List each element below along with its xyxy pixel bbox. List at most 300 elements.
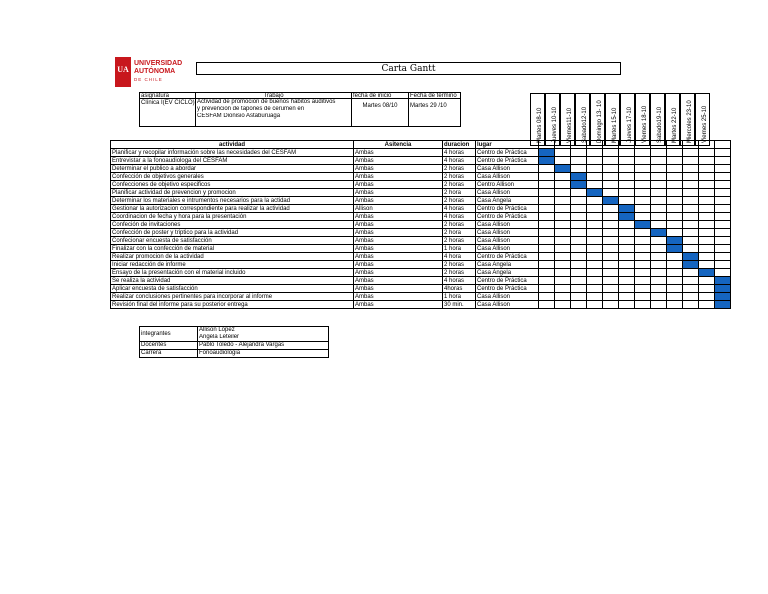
gantt-empty-cell <box>603 269 619 277</box>
table-row <box>111 205 731 213</box>
cell-asistencia: Ambas <box>354 261 443 269</box>
gantt-empty-cell <box>555 157 571 165</box>
trabajo-value-cell <box>196 99 352 127</box>
gantt-empty-cell <box>619 165 635 173</box>
gantt-empty-cell <box>539 277 555 285</box>
table-row <box>111 293 731 301</box>
gantt-empty-cell <box>571 165 587 173</box>
gantt-empty-cell <box>635 293 651 301</box>
table-row <box>111 157 731 165</box>
date-label: Jueves 17-10 <box>626 106 633 143</box>
date-label: Sabado12-10 <box>581 106 588 143</box>
gantt-empty-cell <box>667 173 683 181</box>
cell-duracion: 4 horas <box>443 277 476 285</box>
cell-asistencia: Ambas <box>354 213 443 221</box>
gantt-empty-cell <box>555 205 571 213</box>
gantt-empty-cell <box>683 197 699 205</box>
cell-actividad: Ensayo de la presentación con el material incluido <box>111 269 354 277</box>
gantt-empty-cell <box>571 261 587 269</box>
gantt-empty-cell <box>715 261 731 269</box>
date-header <box>530 93 545 146</box>
university-logo-mark <box>115 57 131 87</box>
university-line2: AUTÓNOMA <box>134 68 176 75</box>
day-header-cell <box>539 141 555 149</box>
gantt-empty-cell <box>555 229 571 237</box>
date-label: Miercoles 23-10 <box>686 100 693 143</box>
table-row <box>111 221 731 229</box>
docentes-value: Pablo Toledo - Alejandra Vargas <box>198 342 329 350</box>
gantt-empty-cell <box>635 165 651 173</box>
header-asistencia: Asitencia <box>354 141 443 149</box>
gantt-empty-cell <box>603 165 619 173</box>
gantt-empty-cell <box>571 197 587 205</box>
date-header <box>605 93 620 146</box>
cell-asistencia: Ambas <box>354 301 443 309</box>
integrantes-row <box>140 327 329 335</box>
cell-asistencia: Ambas <box>354 189 443 197</box>
logo-initials: UA <box>117 65 129 74</box>
gantt-empty-cell <box>683 157 699 165</box>
cell-asistencia: Ambas <box>354 269 443 277</box>
cell-duracion: 4 horas <box>443 157 476 165</box>
cell-actividad: Revisión final del informe para su posterior entrega <box>111 301 354 309</box>
cell-lugar: Centro de Práctica <box>476 157 539 165</box>
gantt-empty-cell <box>699 245 715 253</box>
gantt-empty-cell <box>667 277 683 285</box>
gantt-empty-cell <box>539 165 555 173</box>
gantt-empty-cell <box>699 197 715 205</box>
gantt-empty-cell <box>715 205 731 213</box>
gantt-empty-cell <box>667 301 683 309</box>
inicio-value: Martes 08/10 <box>362 103 398 109</box>
cell-asistencia: Ambas <box>354 181 443 189</box>
cell-duracion: 4horas <box>443 285 476 293</box>
table-row <box>111 213 731 221</box>
inicio-label: fecha de inicio <box>353 93 392 99</box>
gantt-empty-cell <box>571 237 587 245</box>
gantt-bar-cell <box>555 165 571 173</box>
gantt-empty-cell <box>619 157 635 165</box>
cell-actividad: Realizar conclusiones pertinentes para incorporar al informe <box>111 293 354 301</box>
table-row <box>111 285 731 293</box>
gantt-empty-cell <box>571 157 587 165</box>
cell-duracion: 4 hora <box>443 253 476 261</box>
gantt-empty-cell <box>539 261 555 269</box>
gantt-empty-cell <box>619 285 635 293</box>
gantt-empty-cell <box>539 293 555 301</box>
cell-duracion: 2 hora <box>443 189 476 197</box>
gantt-empty-cell <box>683 181 699 189</box>
gantt-empty-cell <box>619 173 635 181</box>
gantt-empty-cell <box>651 285 667 293</box>
gantt-empty-cell <box>715 165 731 173</box>
carrera-value: Fonoaudiologia <box>198 350 329 358</box>
cell-asistencia: Ambas <box>354 237 443 245</box>
gantt-empty-cell <box>683 269 699 277</box>
table-row <box>111 189 731 197</box>
gantt-empty-cell <box>555 213 571 221</box>
table-row <box>111 181 731 189</box>
gantt-empty-cell <box>587 221 603 229</box>
gantt-empty-cell <box>683 213 699 221</box>
gantt-empty-cell <box>571 149 587 157</box>
gantt-empty-cell <box>635 277 651 285</box>
day-header-cell <box>715 141 731 149</box>
gantt-empty-cell <box>603 157 619 165</box>
gantt-empty-cell <box>683 189 699 197</box>
gantt-empty-cell <box>571 301 587 309</box>
gantt-bar-cell <box>619 205 635 213</box>
cell-lugar: Centro de Práctica <box>476 285 539 293</box>
gantt-empty-cell <box>603 253 619 261</box>
gantt-empty-cell <box>651 205 667 213</box>
cell-actividad: Planificar y recopilar información sobre las necesidades del CESFAM <box>111 149 354 157</box>
gantt-empty-cell <box>555 293 571 301</box>
trabajo-label-cell <box>196 92 352 99</box>
cell-asistencia: Ambas <box>354 277 443 285</box>
cell-lugar: Centro de Práctica <box>476 205 539 213</box>
gantt-empty-cell <box>699 165 715 173</box>
gantt-empty-cell <box>539 189 555 197</box>
gantt-empty-cell <box>715 149 731 157</box>
cell-duracion: 2 horas <box>443 237 476 245</box>
trabajo-value-line: Actividad de promocion de buenos habitos auditivos <box>197 99 336 105</box>
gantt-empty-cell <box>667 189 683 197</box>
carrera-label: Carrera <box>140 350 198 358</box>
day-header-cell <box>699 141 715 149</box>
gantt-empty-cell <box>715 197 731 205</box>
termino-label: Fecha de término <box>410 93 457 99</box>
date-header <box>620 93 635 146</box>
gantt-empty-cell <box>699 173 715 181</box>
title-box <box>196 62 621 75</box>
gantt-empty-cell <box>555 277 571 285</box>
gantt-empty-cell <box>587 165 603 173</box>
gantt-empty-cell <box>635 301 651 309</box>
gantt-bar-cell <box>571 173 587 181</box>
integrantes-label: integrantes <box>140 327 198 342</box>
header-lugar: lugar <box>476 141 539 149</box>
cell-duracion: 2 horas <box>443 261 476 269</box>
gantt-empty-cell <box>603 221 619 229</box>
gantt-empty-cell <box>635 229 651 237</box>
cell-lugar: Casa Angela <box>476 261 539 269</box>
gantt-empty-cell <box>603 301 619 309</box>
cell-actividad: Confecciones de objetivo especificos <box>111 181 354 189</box>
cell-asistencia: Ambas <box>354 173 443 181</box>
gantt-empty-cell <box>603 277 619 285</box>
gantt-empty-cell <box>683 285 699 293</box>
date-label: Viernes 18-10 <box>641 105 648 143</box>
gantt-empty-cell <box>555 237 571 245</box>
gantt-empty-cell <box>555 173 571 181</box>
gantt-empty-cell <box>699 285 715 293</box>
cell-asistencia: Ambas <box>354 221 443 229</box>
gantt-empty-cell <box>587 237 603 245</box>
gantt-bar-cell <box>715 285 731 293</box>
day-header-cell <box>635 141 651 149</box>
cell-actividad: Coordinacion de fecha y hora para la presentación <box>111 213 354 221</box>
cell-lugar: Casa Allison <box>476 245 539 253</box>
header-row <box>111 141 731 149</box>
gantt-empty-cell <box>619 253 635 261</box>
cell-duracion: 4 horas <box>443 205 476 213</box>
carrera-row <box>140 350 329 358</box>
day-header-cell <box>683 141 699 149</box>
docentes-label: Docentes <box>140 342 198 350</box>
gantt-empty-cell <box>603 181 619 189</box>
cell-lugar: Centro de Práctica <box>476 213 539 221</box>
cell-asistencia: Allison <box>354 205 443 213</box>
gantt-empty-cell <box>539 285 555 293</box>
gantt-empty-cell <box>699 149 715 157</box>
gantt-empty-cell <box>619 261 635 269</box>
gantt-empty-cell <box>571 285 587 293</box>
gantt-bar-cell <box>715 301 731 309</box>
inicio-value-cell <box>352 99 409 127</box>
gantt-empty-cell <box>619 189 635 197</box>
cell-duracion: 2 horas <box>443 181 476 189</box>
gantt-empty-cell <box>667 261 683 269</box>
gantt-empty-cell <box>635 157 651 165</box>
asignatura-label-cell <box>139 92 196 99</box>
gantt-empty-cell <box>667 221 683 229</box>
gantt-empty-cell <box>603 205 619 213</box>
date-header <box>635 93 650 146</box>
cell-lugar: Casa Allison <box>476 221 539 229</box>
gantt-empty-cell <box>715 237 731 245</box>
cell-actividad: Iniciar redacción de informe <box>111 261 354 269</box>
date-header <box>560 93 575 146</box>
gantt-bar-cell <box>603 197 619 205</box>
gantt-empty-cell <box>635 269 651 277</box>
gantt-empty-cell <box>587 205 603 213</box>
gantt-empty-cell <box>635 181 651 189</box>
gantt-empty-cell <box>539 197 555 205</box>
gantt-empty-cell <box>667 205 683 213</box>
cell-actividad: Entrevistar a la fonoaudiologa del CESFAM <box>111 157 354 165</box>
cell-lugar: Casa Allison <box>476 165 539 173</box>
gantt-empty-cell <box>667 285 683 293</box>
gantt-empty-cell <box>603 213 619 221</box>
gantt-empty-cell <box>683 277 699 285</box>
gantt-empty-cell <box>587 149 603 157</box>
cell-actividad: Realizar promocion de la actividad <box>111 253 354 261</box>
gantt-bar-cell <box>715 293 731 301</box>
date-header <box>695 93 710 146</box>
date-label: Viernes11-10 <box>566 107 573 143</box>
cell-lugar: Centro de Práctica <box>476 277 539 285</box>
gantt-empty-cell <box>619 245 635 253</box>
gantt-empty-cell <box>555 253 571 261</box>
gantt-bar-cell <box>699 269 715 277</box>
gantt-empty-cell <box>683 149 699 157</box>
gantt-empty-cell <box>651 197 667 205</box>
gantt-bar-cell <box>683 253 699 261</box>
table-row <box>111 269 731 277</box>
gantt-empty-cell <box>539 253 555 261</box>
gantt-empty-cell <box>651 173 667 181</box>
gantt-empty-cell <box>587 181 603 189</box>
table-row <box>111 149 731 157</box>
gantt-empty-cell <box>651 149 667 157</box>
cell-actividad: Determinar los materiales e intrumentos necesarios para la actidad <box>111 197 354 205</box>
gantt-empty-cell <box>539 237 555 245</box>
trabajo-value-line: y prevencion de tapones de cerumen en <box>197 106 305 112</box>
gantt-empty-cell <box>539 205 555 213</box>
cell-lugar: Casa Allison <box>476 189 539 197</box>
gantt-empty-cell <box>619 269 635 277</box>
gantt-empty-cell <box>683 165 699 173</box>
asignatura-label: asignatura <box>141 93 170 99</box>
gantt-empty-cell <box>699 181 715 189</box>
gantt-bar-cell <box>587 189 603 197</box>
gantt-empty-cell <box>587 229 603 237</box>
gantt-bar-cell <box>683 261 699 269</box>
gantt-empty-cell <box>651 237 667 245</box>
gantt-empty-cell <box>571 213 587 221</box>
cell-asistencia: Ambas <box>354 285 443 293</box>
day-header-cell <box>667 141 683 149</box>
gantt-empty-cell <box>651 213 667 221</box>
gantt-empty-cell <box>587 157 603 165</box>
table-row <box>111 245 731 253</box>
integrante-name: Allison Lopez <box>198 327 329 335</box>
gantt-empty-cell <box>651 269 667 277</box>
gantt-bar-cell <box>539 157 555 165</box>
cell-asistencia: Ambas <box>354 165 443 173</box>
gantt-empty-cell <box>539 173 555 181</box>
table-row <box>111 261 731 269</box>
cell-lugar: Casa Allison <box>476 237 539 245</box>
gantt-empty-cell <box>651 253 667 261</box>
gantt-empty-cell <box>587 269 603 277</box>
gantt-empty-cell <box>699 205 715 213</box>
gantt-empty-cell <box>715 245 731 253</box>
gantt-bar-cell <box>619 213 635 221</box>
gantt-empty-cell <box>667 157 683 165</box>
day-header-cell <box>651 141 667 149</box>
date-label: Martes 15-10 <box>611 107 618 143</box>
gantt-empty-cell <box>715 229 731 237</box>
gantt-empty-cell <box>619 293 635 301</box>
cell-duracion: 2 hora <box>443 229 476 237</box>
cell-duracion: 2 horas <box>443 269 476 277</box>
cell-actividad: Planificar actividad de prevencion y promocion <box>111 189 354 197</box>
gantt-empty-cell <box>619 229 635 237</box>
gantt-empty-cell <box>667 253 683 261</box>
cell-actividad: Confección de poster y triptico para la actividad <box>111 229 354 237</box>
gantt-empty-cell <box>651 181 667 189</box>
gantt-empty-cell <box>699 301 715 309</box>
cell-duracion: 30 min. <box>443 301 476 309</box>
gantt-empty-cell <box>683 245 699 253</box>
gantt-empty-cell <box>715 157 731 165</box>
cell-lugar: Casa Angela <box>476 269 539 277</box>
date-label: Jueves 10-10 <box>551 106 558 143</box>
gantt-empty-cell <box>715 181 731 189</box>
cell-duracion: 2 horas <box>443 173 476 181</box>
date-header <box>650 93 665 146</box>
cell-actividad: Determinar el publico a abordar <box>111 165 354 173</box>
gantt-empty-cell <box>683 229 699 237</box>
cell-actividad: Gestionar la autorizacion correspondiente para realizar la actividad <box>111 205 354 213</box>
day-header-cell <box>555 141 571 149</box>
cell-duracion: 4 horas <box>443 213 476 221</box>
gantt-empty-cell <box>571 189 587 197</box>
gantt-empty-cell <box>539 181 555 189</box>
gantt-empty-cell <box>587 253 603 261</box>
termino-value: Martes 29 /10 <box>410 103 447 109</box>
cell-duracion: 1 hora <box>443 245 476 253</box>
gantt-empty-cell <box>555 221 571 229</box>
gantt-empty-cell <box>635 245 651 253</box>
gantt-empty-cell <box>555 181 571 189</box>
gantt-empty-cell <box>699 157 715 165</box>
gantt-empty-cell <box>587 173 603 181</box>
gantt-empty-cell <box>651 189 667 197</box>
day-header-cell <box>571 141 587 149</box>
gantt-empty-cell <box>715 253 731 261</box>
cell-duracion: 2 horas <box>443 221 476 229</box>
table-row <box>111 197 731 205</box>
gantt-empty-cell <box>603 149 619 157</box>
day-header-cell <box>603 141 619 149</box>
gantt-bar-cell <box>571 181 587 189</box>
gantt-empty-cell <box>699 213 715 221</box>
cell-lugar: Centro de Práctica <box>476 149 539 157</box>
gantt-empty-cell <box>635 197 651 205</box>
gantt-empty-cell <box>699 229 715 237</box>
gantt-empty-cell <box>635 149 651 157</box>
header-actividad: actividad <box>111 141 354 149</box>
cell-actividad: Confeción de invitaciones <box>111 221 354 229</box>
table-row <box>111 173 731 181</box>
gantt-empty-cell <box>619 221 635 229</box>
cell-actividad: Se realiza la actividad <box>111 277 354 285</box>
gantt-empty-cell <box>571 205 587 213</box>
info-table <box>139 326 329 358</box>
date-label: Domingo 13- 10 <box>596 100 603 143</box>
gantt-empty-cell <box>539 301 555 309</box>
cell-asistencia: Ambas <box>354 197 443 205</box>
gantt-empty-cell <box>555 261 571 269</box>
gantt-empty-cell <box>699 189 715 197</box>
gantt-empty-cell <box>635 237 651 245</box>
cell-actividad: Finalizar con la confección de material <box>111 245 354 253</box>
gantt-empty-cell <box>667 149 683 157</box>
gantt-empty-cell <box>619 197 635 205</box>
gantt-empty-cell <box>619 149 635 157</box>
gantt-empty-cell <box>603 261 619 269</box>
gantt-empty-cell <box>699 293 715 301</box>
gantt-empty-cell <box>635 173 651 181</box>
gantt-table <box>110 140 731 309</box>
gantt-bar-cell <box>715 277 731 285</box>
gantt-empty-cell <box>699 261 715 269</box>
gantt-empty-cell <box>587 197 603 205</box>
table-row <box>111 253 731 261</box>
gantt-empty-cell <box>555 285 571 293</box>
cell-asistencia: Ambas <box>354 253 443 261</box>
gantt-empty-cell <box>715 269 731 277</box>
asignatura-value: Clínica I(EV CICLO) <box>141 100 195 106</box>
gantt-empty-cell <box>667 269 683 277</box>
gantt-empty-cell <box>603 189 619 197</box>
page-title: Carta Gantt <box>381 64 436 74</box>
trabajo-label: Trabajo <box>263 93 284 99</box>
gantt-empty-cell <box>683 221 699 229</box>
